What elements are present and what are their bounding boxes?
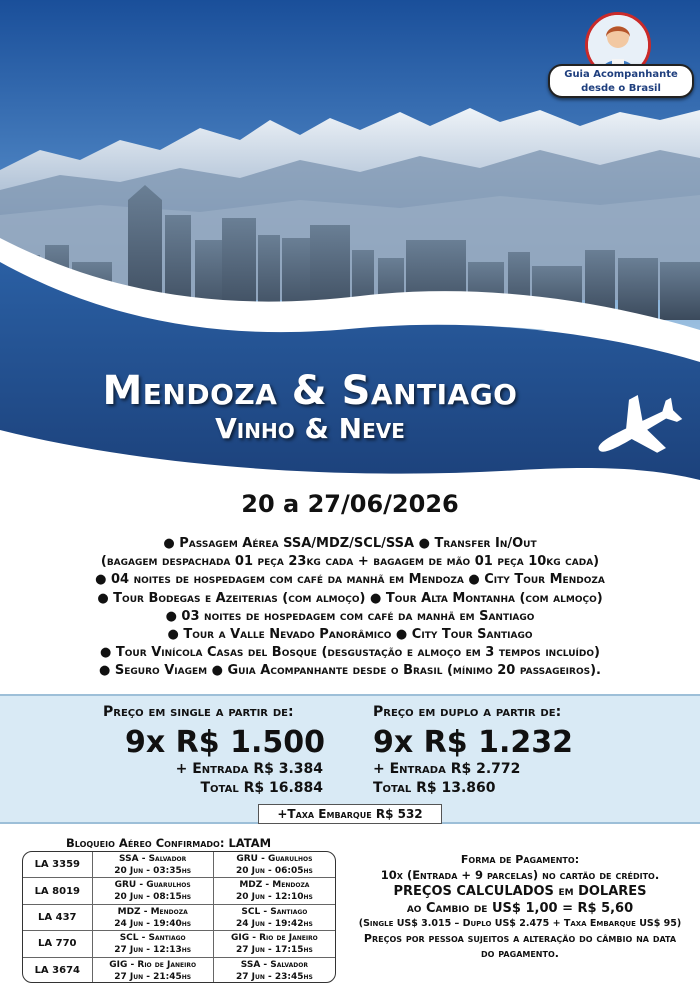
page-title: Mendoza & Santiago xyxy=(102,368,518,414)
departure-time: 27 Jun - 12:13hs xyxy=(114,945,192,956)
badge-line-1: Guia Acompanhante xyxy=(564,69,678,80)
flight-code: LA 8019 xyxy=(23,878,93,903)
departure-airport: MDZ - Mendoza xyxy=(117,906,188,917)
flight-row xyxy=(23,931,335,957)
badge-line-2: desde o Brasil xyxy=(581,83,661,94)
duplo-price-total: Total R$ 13.860 xyxy=(373,780,496,796)
flight-arrival xyxy=(214,931,335,956)
arrival-airport: GRU - Guarulhos xyxy=(236,854,313,864)
arrival-time: 24 Jun - 19:42hs xyxy=(235,918,313,929)
departure-airport: SSA - Salvador xyxy=(119,854,187,864)
arrival-airport: MDZ - Mendoza xyxy=(239,880,310,891)
payment-disclaimer-2: do pagamento. xyxy=(481,947,559,960)
flight-code: LA 437 xyxy=(23,905,93,930)
page-subtitle: Vinho & Neve xyxy=(215,412,405,445)
payment-exchange-rate: ao Cambio de US$ 1,00 = R$ 5,60 xyxy=(406,901,634,916)
duplo-price-label: Preço em duplo a partir de: xyxy=(373,704,562,720)
arrival-time: 20 Jun - 12:10hs xyxy=(235,892,313,903)
guide-badge xyxy=(548,12,694,102)
flight-departure xyxy=(93,958,214,983)
inclusion-line: ● 03 noites de hospedagem com café da manhã em Santiago xyxy=(165,608,535,624)
departure-airport: GIG - Rio de Janeiro xyxy=(109,959,197,970)
departure-airport: GRU - Guarulhos xyxy=(114,880,191,891)
single-price-installments: 9x R$ 1.500 xyxy=(125,725,325,760)
flight-code: LA 3674 xyxy=(23,958,93,983)
arrival-airport: GIG - Rio de Janeiro xyxy=(230,933,318,944)
inclusion-line: (bagagem despachada 01 peça 23kg cada + bagagem de mão 01 peça 10kg cada) xyxy=(100,554,600,570)
inclusion-line: ● Tour a Valle Nevado Panorâmico ● City Tour Santiago xyxy=(167,627,533,643)
price-section xyxy=(0,694,700,824)
flight-arrival xyxy=(214,958,335,983)
single-price-entrada: + Entrada R$ 3.384 xyxy=(175,761,323,777)
arrival-airport: SCL - Santiago xyxy=(241,906,308,917)
flight-row xyxy=(23,905,335,931)
flight-code: LA 3359 xyxy=(23,852,93,877)
single-price-total: Total R$ 16.884 xyxy=(200,780,323,796)
payment-usd-prices: (Single US$ 3.015 – Duplo US$ 2.475 + Taxa Embarque US$ 95) xyxy=(358,918,682,929)
inclusion-line: ● Seguro Viagem ● Guia Acompanhante desde o Brasil (mínimo 20 passageiros). xyxy=(99,663,601,679)
flight-row xyxy=(23,958,335,983)
arrival-time: 27 Jun - 23:45hs xyxy=(235,971,313,982)
single-price-label: Preço em single a partir de: xyxy=(103,704,294,720)
flights-table xyxy=(22,851,336,983)
package-inclusions xyxy=(8,535,692,681)
flight-departure xyxy=(93,878,214,903)
flight-departure xyxy=(93,905,214,930)
single-price xyxy=(103,704,333,798)
payment-title: Forma de Pagamento: xyxy=(460,853,580,866)
duplo-price xyxy=(373,704,603,798)
payment-installments: 10x (Entrada + 9 parcelas) no cartão de crédito. xyxy=(380,868,660,882)
flight-arrival xyxy=(214,852,335,877)
payment-info xyxy=(350,852,690,961)
arrival-time: 20 Jun - 06:05hs xyxy=(235,866,313,876)
arrival-time: 27 Jun - 17:15hs xyxy=(235,945,313,956)
inclusion-line: ● 04 noites de hospedagem com café da manhã em Mendoza ● City Tour Mendoza xyxy=(95,572,605,588)
inclusion-line: ● Passagem Aérea SSA/MDZ/SCL/SSA ● Transfer In/Out xyxy=(163,536,537,551)
guide-badge-label xyxy=(548,64,694,98)
inclusion-line: ● Tour Bodegas e Azeiterias (com almoço) ● Tour Alta Montanha (com almoço) xyxy=(97,590,603,606)
arrival-airport: SSA - Salvador xyxy=(240,959,308,970)
flight-code: LA 770 xyxy=(23,931,93,956)
payment-currency-note: PREÇOS CALCULADOS em DOLARES xyxy=(393,884,647,899)
departure-time: 24 Jun - 19:40hs xyxy=(114,918,192,929)
flight-departure xyxy=(93,852,214,877)
duplo-price-installments: 9x R$ 1.232 xyxy=(373,725,573,760)
flight-arrival xyxy=(214,905,335,930)
boarding-tax: +Taxa Embarque R$ 532 xyxy=(258,804,442,824)
departure-time: 20 Jun - 08:15hs xyxy=(114,892,192,903)
flights-title: Bloqueio Aéreo Confirmado: LATAM xyxy=(66,836,272,850)
departure-time: 20 Jun - 03:35hs xyxy=(114,866,192,876)
trip-date: 20 a 27/06/2026 xyxy=(241,490,459,518)
departure-time: 27 Jun - 21:45hs xyxy=(114,971,192,982)
duplo-price-entrada: + Entrada R$ 2.772 xyxy=(373,761,521,777)
inclusion-line: ● Tour Vinícola Casas del Bosque (desgustação e almoço em 3 tempos incluído) xyxy=(100,645,600,661)
flight-row xyxy=(23,878,335,904)
airplane-icon xyxy=(588,388,684,472)
flight-departure xyxy=(93,931,214,956)
flight-row xyxy=(23,852,335,878)
departure-airport: SCL - Santiago xyxy=(119,933,186,944)
flight-arrival xyxy=(214,878,335,903)
title-block xyxy=(0,368,620,445)
payment-disclaimer-1: Preços por pessoa sujeitos a alteração do câmbio na data xyxy=(363,932,677,945)
